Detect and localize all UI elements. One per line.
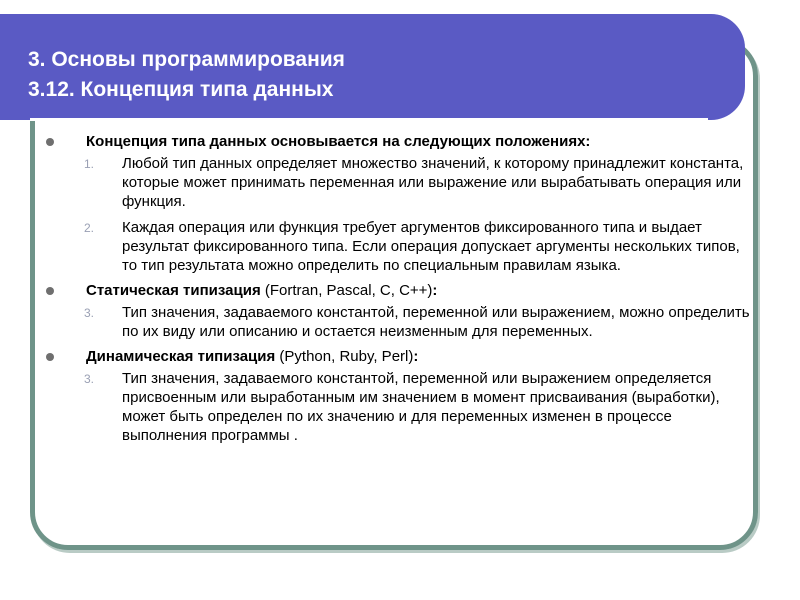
sub-item: [44, 218, 756, 275]
bullet-icon: [46, 287, 54, 295]
list-item-dynamic-typing: [44, 347, 764, 366]
sub-item-number: 3.: [84, 372, 95, 386]
title-underline: [30, 118, 708, 121]
slide-title: [28, 45, 345, 105]
sub-item: [44, 154, 756, 211]
bullet-icon: [46, 138, 54, 146]
bullet-icon: [46, 353, 54, 361]
static-typing-heading: Статическая типизация: [86, 282, 261, 299]
sub-item-text: Тип значения, задаваемого константой, переменной или выражением определяется присвоенным или выработанным им значением в момент присваивания (выработки), может быть определен по их значению и для переменных изменен в процессе выполнения программы .: [122, 370, 720, 444]
sub-item: [44, 369, 756, 445]
slide-content: [44, 128, 764, 445]
title-line-1: 3. Основы программирования: [28, 48, 345, 71]
sub-item-text: Каждая операция или функция требует аргументов фиксированного типа и выдает результат фиксированного типа. Если операция допускает аргументы нескольких типов, то тип результата можно определить по специальным правилам языка.: [122, 219, 740, 274]
dynamic-typing-heading: Динамическая типизация: [86, 348, 276, 365]
sub-item-number: 3.: [84, 306, 95, 320]
title-bar: [0, 14, 745, 120]
list-item-concept: [44, 132, 764, 151]
dynamic-typing-languages: (Python, Ruby, Perl): [275, 348, 414, 365]
list-item-static-typing: [44, 281, 764, 300]
sub-item: [44, 303, 756, 341]
sub-item-number: 2.: [84, 221, 95, 235]
static-typing-languages: (Fortran, Pascal, C, C++): [260, 282, 433, 299]
title-line-2: 3.12. Концепция типа данных: [28, 78, 334, 101]
dynamic-typing-colon: :: [413, 348, 419, 365]
sub-item-text: Тип значения, задаваемого константой, переменной или выражением, можно определить по их виду или описанию и остается неизменным для переменных.: [122, 304, 750, 340]
sub-item-number: 1.: [84, 157, 95, 171]
concept-heading: Концепция типа данных основывается на следующих положениях:: [86, 133, 591, 150]
static-typing-colon: :: [432, 282, 438, 299]
sub-item-text: Любой тип данных определяет множество значений, к которому принадлежит константа, которые может принимать переменная или выражение или вырабатывать операция или функция.: [122, 155, 744, 210]
